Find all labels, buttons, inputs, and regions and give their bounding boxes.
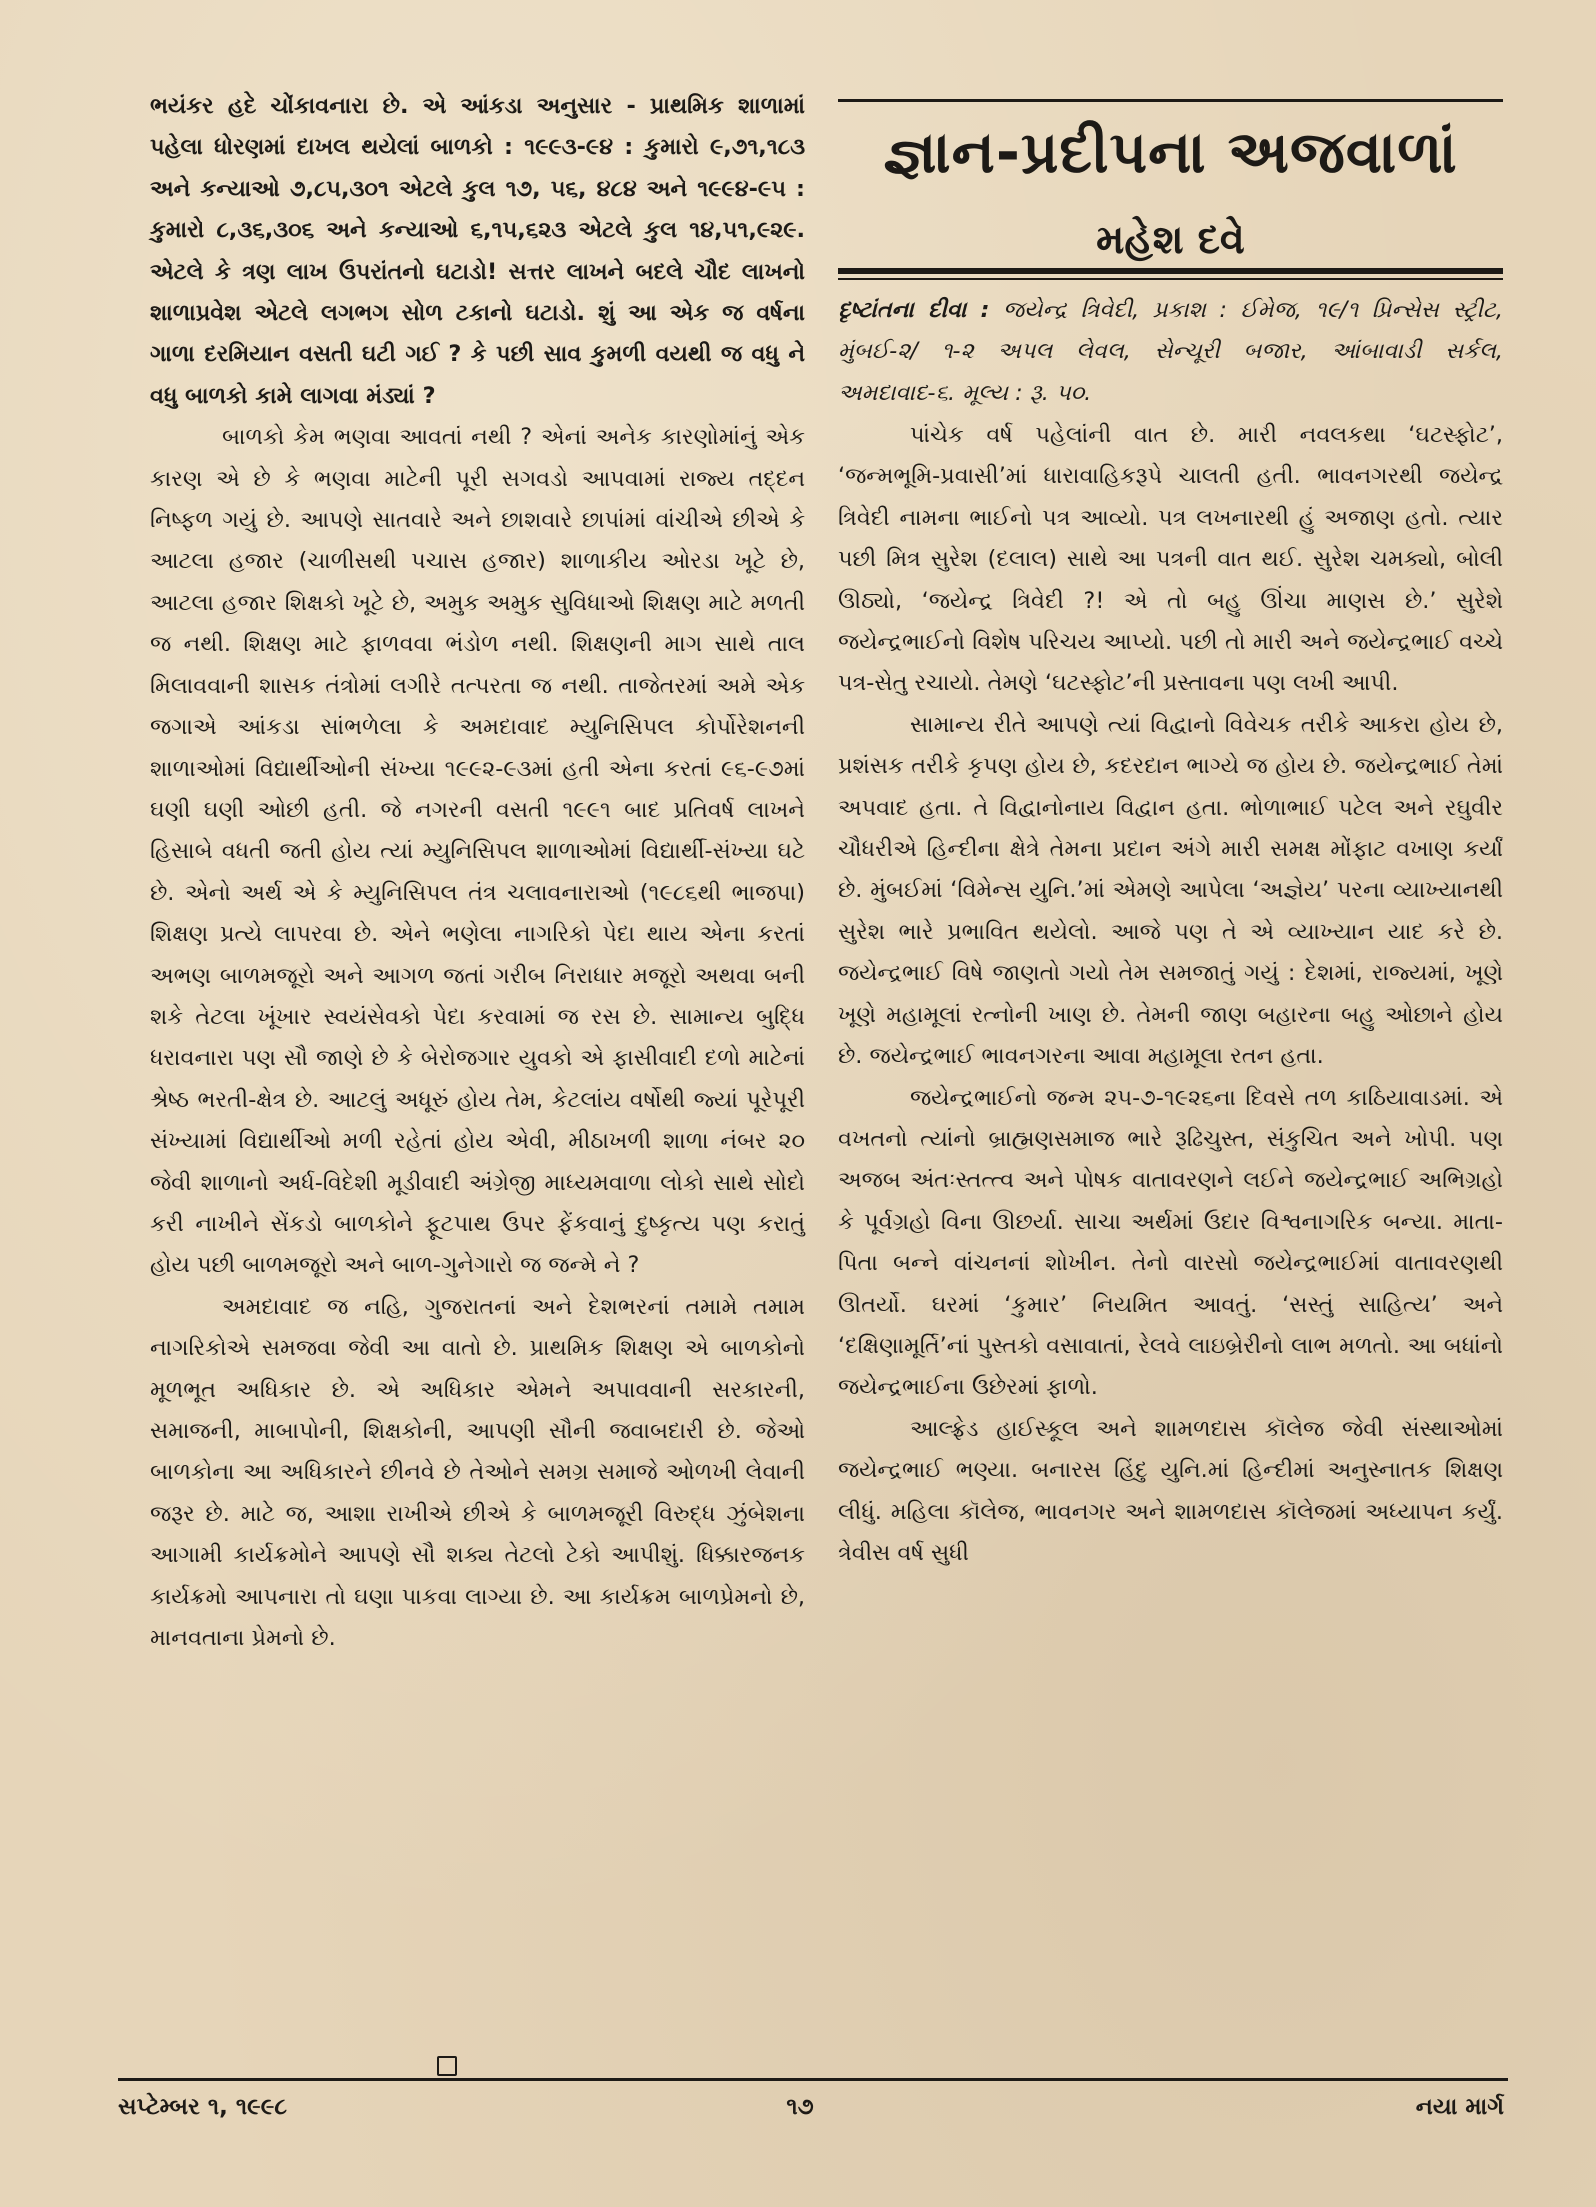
right-paragraph-1: પાંચેક વર્ષ પહેલાંની વાત છે. મારી નવલકથા ‘ઘટસ્ફોટ’, ‘જન્મભૂમિ-પ્રવાસી’માં ધારાવાહિકરૂપે ચાલતી હતી. ભાવનગરથી જયેન્દ્ર ત્રિવેદી નામના ભાઈનો પત્ર આવ્યો. પત્ર લખનારથી હું અજાણ હતો. ત્યાર પછી મિત્ર સુરેશ (દલાલ) સાથે આ પત્રની વાત થઈ. સુરેશ ચમક્યો, બોલી ઊઠ્યો, ‘જયેન્દ્ર ત્રિવેદી ?! એ તો બહુ ઊંચા માણસ છે.’ સુરેશે જયેન્દ્રભાઈનો વિશેષ પરિચય આપ્યો. પછી તો મારી અને જયેન્દ્રભાઈ વચ્ચે પત્ર-સેતુ રચાયો. તેમણે ‘ઘટસ્ફોટ’ની પ્રસ્તાવના પણ લખી આપી. — [838, 422, 1503, 697]
left-paragraph-3: અમદાવાદ જ નહિ, ગુજરાતનાં અને દેશભરનાં તમામે તમામ નાગરિકોએ સમજવા જેવી આ વાતો છે. પ્રાથમિક શિક્ષણ એ બાળકોનો મૂળભૂત અધિકાર છે. એ અધિકાર એમને અપાવવાની સરકારની, સમાજની, માબાપોની, શિક્ષકોની, આપણી સૌની જવાબદારી છે. જેઓ બાળકોના આ અધિકારને છીનવે છે તેઓને સમગ્ર સમાજે ઓળખી લેવાની જરૂર છે. માટે જ, આશા રાખીએ છીએ કે બાળમજૂરી વિરુદ્ધ ઝુંબેશના આગામી કાર્યક્રમોને આપણે સૌ શક્ય તેટલો ટેકો આપીશું. ધિક્કારજનક કાર્યક્રમો આપનારા તો ઘણા પાકવા લાગ્યા છે. આ કાર્યક્રમ બાળપ્રેમનો છે, માનવતાના પ્રેમનો છે. — [150, 1293, 805, 1652]
book-publication-details: જયેન્દ્ર ત્રિવેદી, પ્રકાશ : ઈમેજ, ૧૯/૧ પ્રિન્સેસ સ્ટ્રીટ, મુંબઈ-૨/ ૧-૨ અપલ લેવલ, સેન્ચૂરી બજાર, આંબાવાડી સર્કલ, અમદાવાદ-૬. મૂલ્ય : રૂ. ૫૦. — [838, 297, 1504, 406]
article-headline: જ્ઞાન-પ્રદીપના અજવાળાં — [883, 118, 1458, 186]
left-paragraph-2: બાળકો કેમ ભણવા આવતાં નથી ? એનાં અનેક કારણોમાંનું એક કારણ એ છે કે ભણવા માટેની પૂરી સગવડો આપવામાં રાજ્ય તદ્દન નિષ્ફળ ગયું છે. આપણે સાતવારે અને છાશવારે છાપાંમાં વાંચીએ છીએ કે આટલા હજાર (ચાળીસથી પચાસ હજાર) શાળાકીય ઓરડા ખૂટે છે, આટલા હજાર શિક્ષકો ખૂટે છે, અમુક અમુક સુવિધાઓ શિક્ષણ માટે મળતી જ નથી. શિક્ષણ માટે ફાળવવા ભંડોળ નથી. શિક્ષણની માગ સાથે તાલ મિલાવવાની શાસક તંત્રોમાં લગીરે તત્પરતા જ નથી. તાજેતરમાં અમે એક જગાએ આંકડા સાંભળેલા કે અમદાવાદ મ્યુનિસિપલ કોર્પોરેશનની શાળાઓમાં વિદ્યાર્થીઓની સંખ્યા ૧૯૯૨-૯૩માં હતી એના કરતાં ૯૬-૯૭માં ઘણી ઘણી ઓછી હતી. જે નગરની વસતી ૧૯૯૧ બાદ પ્રતિવર્ષ લાખને હિસાબે વધતી જતી હોય ત્યાં મ્યુનિસિપલ શાળાઓમાં વિદ્યાર્થી-સંખ્યા ઘટે છે. એનો અર્થ એ કે મ્યુનિસિપલ તંત્ર ચલાવનારાઓ (૧૯૮૬થી ભાજપા) શિક્ષણ પ્રત્યે લાપરવા છે. એને ભણેલા નાગરિકો પેદા થાય એના કરતાં અભણ બાળમજૂરો અને આગળ જતાં ગરીબ નિરાધાર મજૂરો અથવા બની શકે તેટલા ખૂંખાર સ્વયંસેવકો પેદા કરવામાં જ રસ છે. સામાન્ય બુદ્ધિ ધરાવનારા પણ સૌ જાણે છે કે બેરોજગાર યુવકો એ ફાસીવાદી દળો માટેનાં શ્રેષ્ઠ ભરતી-ક્ષેત્ર છે. આટલું અધૂરું હોય તેમ, કેટલાંય વર્ષોથી જ્યાં પૂરેપૂરી સંખ્યામાં વિદ્યાર્થીઓ મળી રહેતાં હોય એવી, મીઠાખળી શાળા નંબર ૨૦ જેવી શાળાનો અર્ધ-વિદેશી મૂડીવાદી અંગ્રેજી માધ્યમવાળા લોકો સાથે સોદો કરી નાખીને સેંકડો બાળકોને ફૂટપાથ ઉપર ફેંકવાનું દુષ્કૃત્ય પણ કરાતું હોય પછી બાળમજૂરો અને બાળ-ગુનેગારો જ જન્મે ને ? — [150, 424, 805, 1279]
right-column-body — [838, 415, 1503, 1574]
left-paragraph-1: ભયંકર હદે ચોંકાવનારા છે. એ આંકડા અનુસાર - પ્રાથમિક શાળામાં પહેલા ધોરણમાં દાખલ થયેલાં બાળકો : ૧૯૯૩-૯૪ : કુમારો ૯,૭૧,૧૮૩ અને કન્યાઓ ૭,૮૫,૩૦૧ એટલે કુલ ૧૭, ૫૬, ૪૮૪ અને ૧૯૯૪-૯૫ : કુમારો ૮,૩૬,૩૦૬ અને કન્યાઓ ૬,૧૫,૬૨૩ એટલે કુલ ૧૪,૫૧,૯૨૯. એટલે કે ત્રણ લાખ ઉપરાંતનો ઘટાડો! સત્તર લાખને બદલે ચૌદ લાખનો શાળાપ્રવેશ એટલે લગભગ સોળ ટકાનો ઘટાડો. શું આ એક જ વર્ષના ગાળા દરમિયાન વસતી ઘટી ગઈ ? કે પછી સાવ કુમળી વયથી જ વધુ ને વધુ બાળકો કામે લાગવા મંડ્યાં ? — [150, 93, 805, 409]
right-paragraph-3: જયેન્દ્રભાઈનો જન્મ ૨૫-૭-૧૯૨૬ના દિવસે તળ કાઠિયાવાડમાં. એ વખતનો ત્યાંનો બ્રાહ્મણસમાજ ભારે રૂઢિચુસ્ત, સંકુચિત અને ખોપી. પણ અજબ અંતઃસ્તત્ત્વ અને પોષક વાતાવરણને લઈને જયેન્દ્રભાઈ અભિગ્રહો કે પૂર્વગ્રહો વિના ઊછર્યા. સાચા અર્થમાં ઉદાર વિશ્વનાગરિક બન્યા. માતા-પિતા બન્ને વાંચનનાં શોખીન. તેનો વારસો જયેન્દ્રભાઈમાં વાતાવરણથી ઊતર્યો. ઘરમાં ‘કુમાર’ નિયમિત આવતું. ‘સસ્તું સાહિત્ય’ અને ‘દક્ષિણામૂર્તિ’નાં પુસ્તકો વસાવાતાં, રેલવે લાઇબ્રેરીનો લાભ મળતો. આ બધાંનો જયેન્દ્રભાઈના ઉછેરમાં ફાળો. — [838, 1084, 1503, 1401]
magazine-name: નયા માર્ગ — [1415, 2094, 1504, 2120]
right-paragraph-4: આલ્ફ્રેડ હાઈસ્કૂલ અને શામળદાસ કૉલેજ જેવી સંસ્થાઓમાં જયેન્દ્રભાઈ ભણ્યા. બનારસ હિંદુ યુનિ.માં હિન્દીમાં અનુસ્નાતક શિક્ષણ લીધું. મહિલા કૉલેજ, ભાવનગર અને શામળદાસ કૉલેજમાં અધ્યાપન કર્યું. ત્રેવીસ વર્ષ સુધી — [838, 1415, 1503, 1566]
footer-rule — [118, 2078, 1508, 2081]
article-author: મહેશ દવે — [1096, 217, 1245, 263]
byline-rule-thick — [838, 268, 1503, 274]
article-end-mark — [437, 2056, 457, 2076]
headline-top-rule — [838, 99, 1503, 102]
left-column — [150, 86, 805, 1659]
page-number: ૧૭ — [786, 2094, 814, 2120]
right-paragraph-2: સામાન્ય રીતે આપણે ત્યાં વિદ્વાનો વિવેચક તરીકે આકરા હોય છે, પ્રશંસક તરીકે કૃપણ હોય છે, કદરદાન ભાગ્યે જ હોય છે. જયેન્દ્રભાઈ તેમાં અપવાદ હતા. તે વિદ્વાનોનાય વિદ્વાન હતા. ભોળાભાઈ પટેલ અને રઘુવીર ચૌધરીએ હિન્દીના ક્ષેત્રે તેમના પ્રદાન અંગે મારી સમક્ષ મોંફાટ વખાણ કર્યાં છે. મુંબઈમાં ‘વિમેન્સ યુનિ.’માં એમણે આપેલા ‘અજ્ઞેય’ પરના વ્યાખ્યાનથી સુરેશ ભારે પ્રભાવિત થયેલો. આજે પણ તે એ વ્યાખ્યાન યાદ કરે છે. જયેન્દ્રભાઈ વિષે જાણતો ગયો તેમ સમજાતું ગયું : દેશમાં, રાજ્યમાં, ખૂણે ખૂણે મહામૂલાં રત્નોની ખાણ છે. તેમની જાણ બહારના બહુ ઓછાને હોય છે. જયેન્દ્રભાઈ ભાવનગરના આવા મહામૂલા રતન હતા. — [838, 711, 1503, 1070]
book-review-info — [838, 290, 1503, 414]
footer-date: સપ્ટેમ્બર ૧, ૧૯૯૮ — [118, 2094, 288, 2120]
byline-rule-thin — [838, 278, 1503, 280]
book-title-label: દૃષ્ટાંતના દીવા : — [838, 297, 990, 323]
